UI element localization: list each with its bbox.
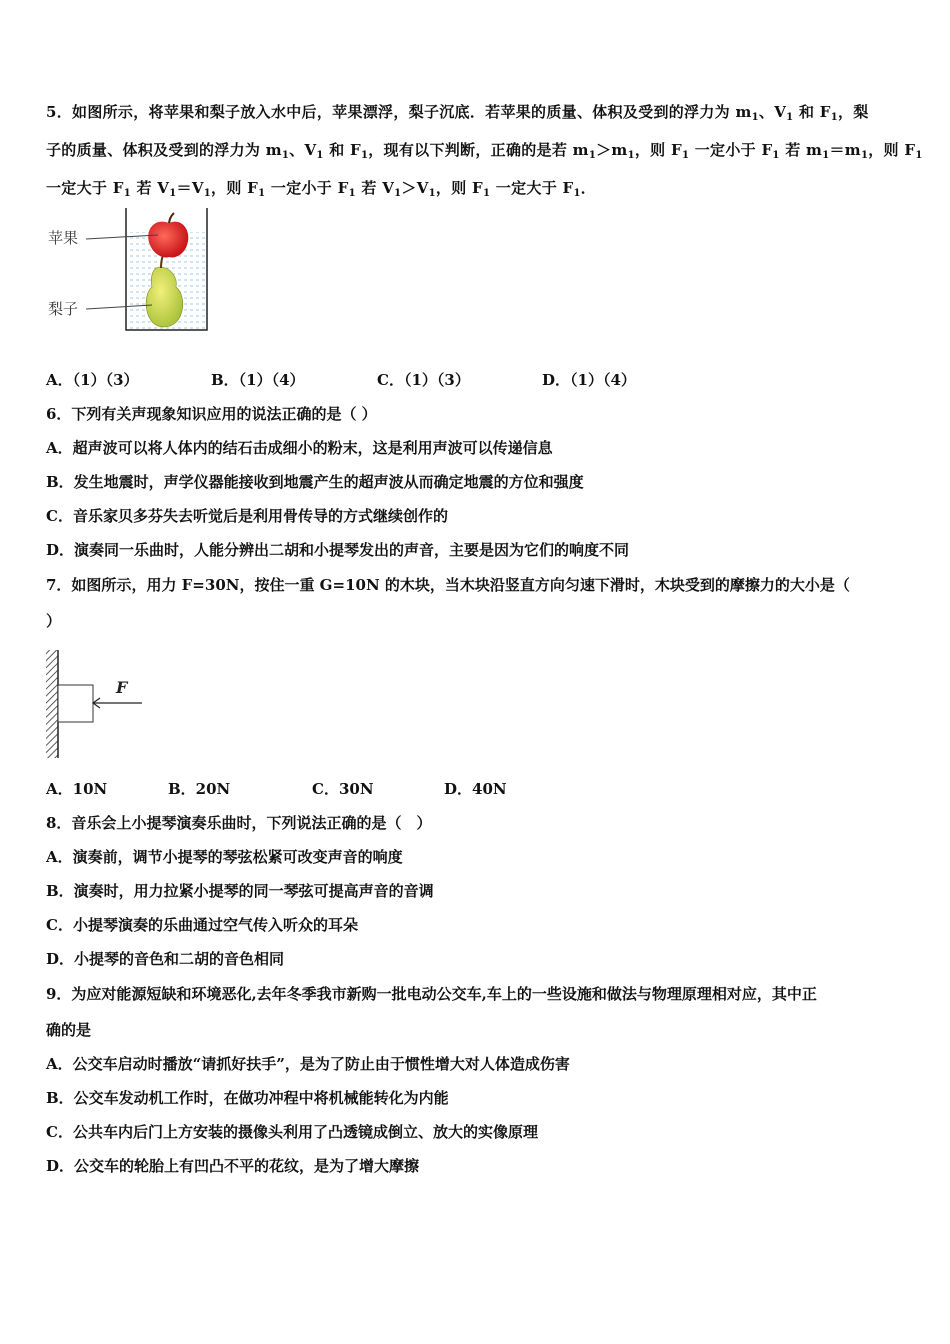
q7-option-b[interactable]: B．20N	[168, 780, 231, 798]
q7-option-d[interactable]: D．40N	[444, 780, 507, 798]
q5-sub: 1	[281, 150, 290, 161]
q5-sub: 1	[573, 188, 581, 199]
q9-stem-line-2: 确的是	[46, 1021, 92, 1039]
q9-option-d[interactable]: D．公交车的轮胎上有凹凸不平的花纹，是为了增大摩擦	[46, 1157, 420, 1175]
q5-text: ＝m	[829, 141, 861, 159]
q5-sub: 1	[360, 150, 369, 161]
q5-sub: 1	[348, 188, 356, 199]
q9-option-c[interactable]: C．公共车内后门上方安装的摄像头利用了凸透镜成倒立、放大的实像原理	[46, 1123, 538, 1141]
wood-block	[58, 685, 93, 722]
q9-option-a[interactable]: A．公交车启动时播放“请抓好扶手”，是为了防止由于惯性增大对人体造成伤害	[46, 1055, 570, 1073]
q5-sub: 1	[169, 188, 177, 199]
q5-text: ＞m	[596, 141, 628, 159]
q5-text: 和 F	[323, 141, 361, 159]
force-label: F	[116, 678, 128, 697]
q5-option-b[interactable]: B．（1）（4）	[211, 371, 305, 389]
q6-stem: 6．下列有关声现象知识应用的说法正确的是（ ）	[46, 405, 377, 423]
q5-sub: 1	[588, 150, 597, 161]
q8-option-c[interactable]: C．小提琴演奏的乐曲通过空气传入听众的耳朵	[46, 916, 358, 934]
q5-text: 、V	[758, 103, 787, 121]
q5-sub: 1	[627, 150, 635, 161]
q5-sub: 1	[483, 188, 491, 199]
q7-stem-line-2: ）	[46, 612, 62, 630]
q5-stem-line-3	[46, 177, 596, 205]
q5-text: 一定小于 F	[689, 141, 773, 159]
q5-sub: 1	[772, 150, 780, 161]
q7-option-c[interactable]: C．30N	[312, 780, 374, 798]
q5-text: 、V	[289, 141, 317, 159]
q5-text: ，现有以下判断，正确的是若 m	[368, 141, 589, 159]
q7-stem-line-1: 7．如图所示，用力 F=30N，按住一重 G=10N 的木块，当木块沿竖直方向匀速下滑时，木块受到的摩擦力的大小是（	[46, 576, 850, 594]
q5-text: 和 F	[793, 103, 831, 121]
q5-sub: 1	[830, 112, 838, 123]
q5-sub: 1	[428, 188, 436, 199]
q5-sub: 1	[394, 188, 402, 199]
q8-option-a[interactable]: A．演奏前，调节小提琴的琴弦松紧可改变声音的响度	[46, 848, 403, 866]
q5-text: 5．如图所示，将苹果和梨子放入水中后，苹果漂浮，梨子沉底．若苹果的质量、体积及受到的浮力为 m	[46, 103, 752, 121]
wall	[46, 650, 58, 758]
q5-text: 一定小于 F	[265, 179, 349, 197]
q6-option-b[interactable]: B．发生地震时，声学仪器能接收到地震产生的超声波从而确定地震的方位和强度	[46, 473, 584, 491]
q6-option-d[interactable]: D．演奏同一乐曲时，人能分辨出二胡和小提琴发出的声音，主要是因为它们的响度不同	[46, 541, 630, 559]
q5-stem-line-1	[46, 101, 869, 129]
q6-option-a[interactable]: A．超声波可以将人体内的结石击成细小的粉末，这是利用声波可以传递信息	[46, 439, 553, 457]
q9-stem-line-1: 9．为应对能源短缺和环境恶化,去年冬季我市新购一批电动公交车,车上的一些设施和做法与物理原理相对应，其中正	[46, 985, 817, 1003]
q8-option-d[interactable]: D．小提琴的音色和二胡的音色相同	[46, 950, 285, 968]
q5-sub: 1	[915, 150, 923, 161]
q5-sub: 1	[751, 112, 759, 123]
q5-text: 一定大于 F	[490, 179, 574, 197]
q5-sub: 1	[316, 150, 324, 161]
q5-text: ＝V	[176, 179, 204, 197]
q5-option-a[interactable]: A．（1）（3）	[46, 371, 139, 389]
q5-text: 一定大于 F	[46, 179, 124, 197]
q5-text: ＞V	[401, 179, 429, 197]
q5-sub: 1	[860, 150, 869, 161]
pear-label: 梨子	[48, 300, 79, 318]
q5-text: ．	[580, 179, 597, 197]
q5-text: ，则 F	[634, 141, 682, 159]
q7-option-a[interactable]: A．10N	[46, 780, 108, 798]
q5-text: ，梨	[837, 103, 869, 121]
q7-figure	[44, 648, 154, 760]
q7-figure-svg	[44, 648, 154, 760]
q5-text: ，则 F	[868, 141, 916, 159]
q9-option-b[interactable]: B．公交车发动机工作时，在做功冲程中将机械能转化为内能	[46, 1089, 449, 1107]
q5-sub: 1	[123, 188, 131, 199]
q5-text: 子的质量、体积及受到的浮力为 m	[46, 141, 282, 159]
q5-text: ，则 F	[435, 179, 483, 197]
q5-stem-line-2	[46, 139, 923, 167]
q5-text: 若 V	[130, 179, 170, 197]
q5-option-c[interactable]: C．（1）（3）	[377, 371, 470, 389]
q8-stem: 8．音乐会上小提琴演奏乐曲时，下列说法正确的是（ ）	[46, 814, 432, 832]
q5-sub: 1	[258, 188, 266, 199]
q5-text: ，则 F	[211, 179, 259, 197]
q5-text: 若 m	[779, 141, 823, 159]
q5-sub: 1	[786, 112, 794, 123]
q5-option-d[interactable]: D．（1）（4）	[542, 371, 636, 389]
q5-text: 若 V	[355, 179, 395, 197]
q6-option-c[interactable]: C．音乐家贝多芬失去听觉后是利用骨传导的方式继续创作的	[46, 507, 448, 525]
q5-figure	[46, 205, 216, 335]
q5-sub: 1	[681, 150, 690, 161]
apple-label: 苹果	[48, 229, 79, 247]
q5-sub: 1	[203, 188, 212, 199]
q5-sub: 1	[822, 150, 830, 161]
q8-option-b[interactable]: B．演奏时，用力拉紧小提琴的同一琴弦可提高声音的音调	[46, 882, 434, 900]
